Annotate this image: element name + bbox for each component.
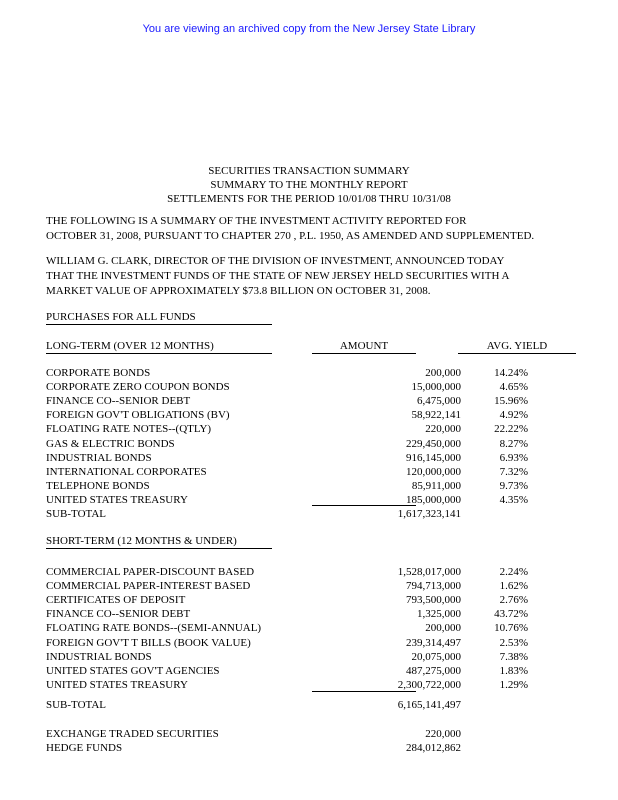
table-row (46, 593, 566, 607)
amount-value: 220,000 (425, 423, 461, 436)
announcement-line1: WILLIAM G. CLARK, DIRECTOR OF THE DIVISION OF INVESTMENT, ANNOUNCED TODAY (46, 255, 505, 267)
table-row (46, 479, 566, 493)
amount-value: 794,713,000 (406, 580, 461, 593)
table-row (46, 727, 566, 741)
security-type: FLOATING RATE BONDS--(SEMI-ANNUAL) (46, 622, 262, 635)
amount-value: 284,012,862 (406, 742, 461, 755)
amount-value: 793,500,000 (406, 594, 461, 607)
long-term-subtotal-row (46, 507, 566, 521)
avg-yield-value: 14.24% (494, 367, 528, 379)
table-row (46, 451, 566, 465)
security-type: FINANCE CO--SENIOR DEBT (46, 395, 191, 408)
short-term-subtotal-rule (312, 691, 416, 692)
amount-value: 200,000 (425, 622, 461, 635)
security-type: FINANCE CO--SENIOR DEBT (46, 608, 191, 621)
short-term-subtotal-label: SUB-TOTAL (46, 699, 107, 711)
avg-yield-value: 10.76% (494, 622, 528, 635)
security-type: GAS & ELECTRIC BONDS (46, 437, 175, 450)
report-title-line3: SETTLEMENTS FOR THE PERIOD 10/01/08 THRU 10/31/08 (167, 193, 451, 205)
table-row (46, 437, 566, 451)
avg-yield-value: 2.24% (499, 566, 528, 578)
security-type: COMMERCIAL PAPER-INTEREST BASED (46, 580, 251, 593)
security-type: INDUSTRIAL BONDS (46, 451, 152, 464)
amount-value: 220,000 (425, 728, 461, 740)
avg-yield-value: 7.32% (499, 465, 528, 478)
amount-value: 239,314,497 (406, 636, 461, 649)
short-term-header: SHORT-TERM (12 MONTHS & UNDER) (46, 534, 272, 549)
table-row (46, 565, 566, 579)
report-title-line1: SECURITIES TRANSACTION SUMMARY (208, 165, 410, 177)
amount-value: 200,000 (425, 367, 461, 379)
security-type: CORPORATE ZERO COUPON BONDS (46, 381, 230, 394)
table-row (46, 741, 566, 755)
purchases-header: PURCHASES FOR ALL FUNDS (46, 310, 272, 325)
table-row (46, 678, 566, 692)
security-type: INTERNATIONAL CORPORATES (46, 465, 207, 478)
table-row (46, 664, 566, 678)
amount-value: 2,300,722,000 (397, 678, 461, 691)
announcement-line3: MARKET VALUE OF APPROXIMATELY $73.8 BILLION ON OCTOBER 31, 2008. (46, 285, 431, 297)
table-row (46, 650, 566, 664)
security-type: CERTIFICATES OF DEPOSIT (46, 594, 186, 607)
long-term-subtotal-label: SUB-TOTAL (46, 508, 107, 520)
table-row (46, 380, 566, 394)
amount-value: 6,475,000 (417, 395, 461, 408)
security-type: CORPORATE BONDS (46, 367, 151, 379)
amount-value: 58,922,141 (411, 409, 461, 422)
avg-yield-value: 1.83% (499, 664, 528, 677)
security-type: FOREIGN GOV'T T BILLS (BOOK VALUE) (46, 636, 251, 649)
amount-value: 1,528,017,000 (397, 566, 461, 578)
table-row (46, 422, 566, 436)
archive-banner: You are viewing an archived copy from the New Jersey State Library (142, 23, 476, 35)
security-type: FLOATING RATE NOTES--(QTLY) (46, 423, 212, 436)
amount-value: 85,911,000 (411, 479, 461, 492)
long-term-header: LONG-TERM (OVER 12 MONTHS) (46, 339, 272, 354)
security-type: EXCHANGE TRADED SECURITIES (46, 728, 219, 740)
security-type: UNITED STATES TREASURY (46, 493, 188, 506)
avg-yield-value: 43.72% (494, 608, 528, 621)
short-term-subtotal-amount: 6,165,141,497 (397, 699, 461, 711)
avg-yield-value: 1.29% (499, 678, 528, 691)
avg-yield-value: 4.35% (499, 493, 528, 506)
report-title-line2: SUMMARY TO THE MONTHLY REPORT (210, 179, 408, 191)
avg-yield-value: 9.73% (499, 479, 528, 492)
avg-yield-value: 2.53% (499, 636, 528, 649)
avg-yield-column-header: AVG. YIELD (458, 339, 576, 354)
security-type: HEDGE FUNDS (46, 742, 123, 755)
long-term-subtotal-rule (312, 505, 416, 506)
amount-value: 120,000,000 (406, 465, 461, 478)
avg-yield-value: 2.76% (499, 594, 528, 607)
amount-value: 487,275,000 (406, 664, 461, 677)
avg-yield-value: 22.22% (494, 423, 528, 436)
amount-column-header: AMOUNT (312, 339, 416, 354)
table-row (46, 636, 566, 650)
table-row (46, 366, 566, 380)
table-row (46, 465, 566, 479)
table-row (46, 579, 566, 593)
intro-paragraph-line1: THE FOLLOWING IS A SUMMARY OF THE INVESTMENT ACTIVITY REPORTED FOR (46, 215, 467, 227)
security-type: FOREIGN GOV'T OBLIGATIONS (BV) (46, 409, 230, 422)
security-type: INDUSTRIAL BONDS (46, 650, 152, 663)
long-term-subtotal-amount: 1,617,323,141 (397, 508, 461, 520)
amount-value: 185,000,000 (406, 493, 461, 506)
security-type: TELEPHONE BONDS (46, 479, 150, 492)
table-row (46, 493, 566, 507)
avg-yield-value: 15.96% (494, 395, 528, 408)
amount-value: 15,000,000 (411, 381, 461, 394)
avg-yield-value: 1.62% (499, 580, 528, 593)
amount-value: 229,450,000 (406, 437, 461, 450)
announcement-line2: THAT THE INVESTMENT FUNDS OF THE STATE OF NEW JERSEY HELD SECURITIES WITH A (46, 270, 510, 282)
avg-yield-value: 4.92% (499, 409, 528, 422)
avg-yield-value: 7.38% (499, 650, 528, 663)
short-term-subtotal-row (46, 698, 566, 712)
avg-yield-value: 8.27% (499, 437, 528, 450)
table-row (46, 621, 566, 635)
amount-value: 916,145,000 (406, 451, 461, 464)
table-row (46, 394, 566, 408)
amount-value: 20,075,000 (411, 650, 461, 663)
table-row (46, 607, 566, 621)
table-row (46, 408, 566, 422)
amount-value: 1,325,000 (417, 608, 461, 621)
avg-yield-value: 6.93% (499, 451, 528, 464)
security-type: UNITED STATES TREASURY (46, 678, 188, 691)
avg-yield-value: 4.65% (499, 381, 528, 394)
security-type: COMMERCIAL PAPER-DISCOUNT BASED (46, 566, 255, 578)
security-type: UNITED STATES GOV'T AGENCIES (46, 664, 220, 677)
intro-paragraph-line2: OCTOBER 31, 2008, PURSUANT TO CHAPTER 270 , P.L. 1950, AS AMENDED AND SUPPLEMENTED. (46, 230, 535, 242)
